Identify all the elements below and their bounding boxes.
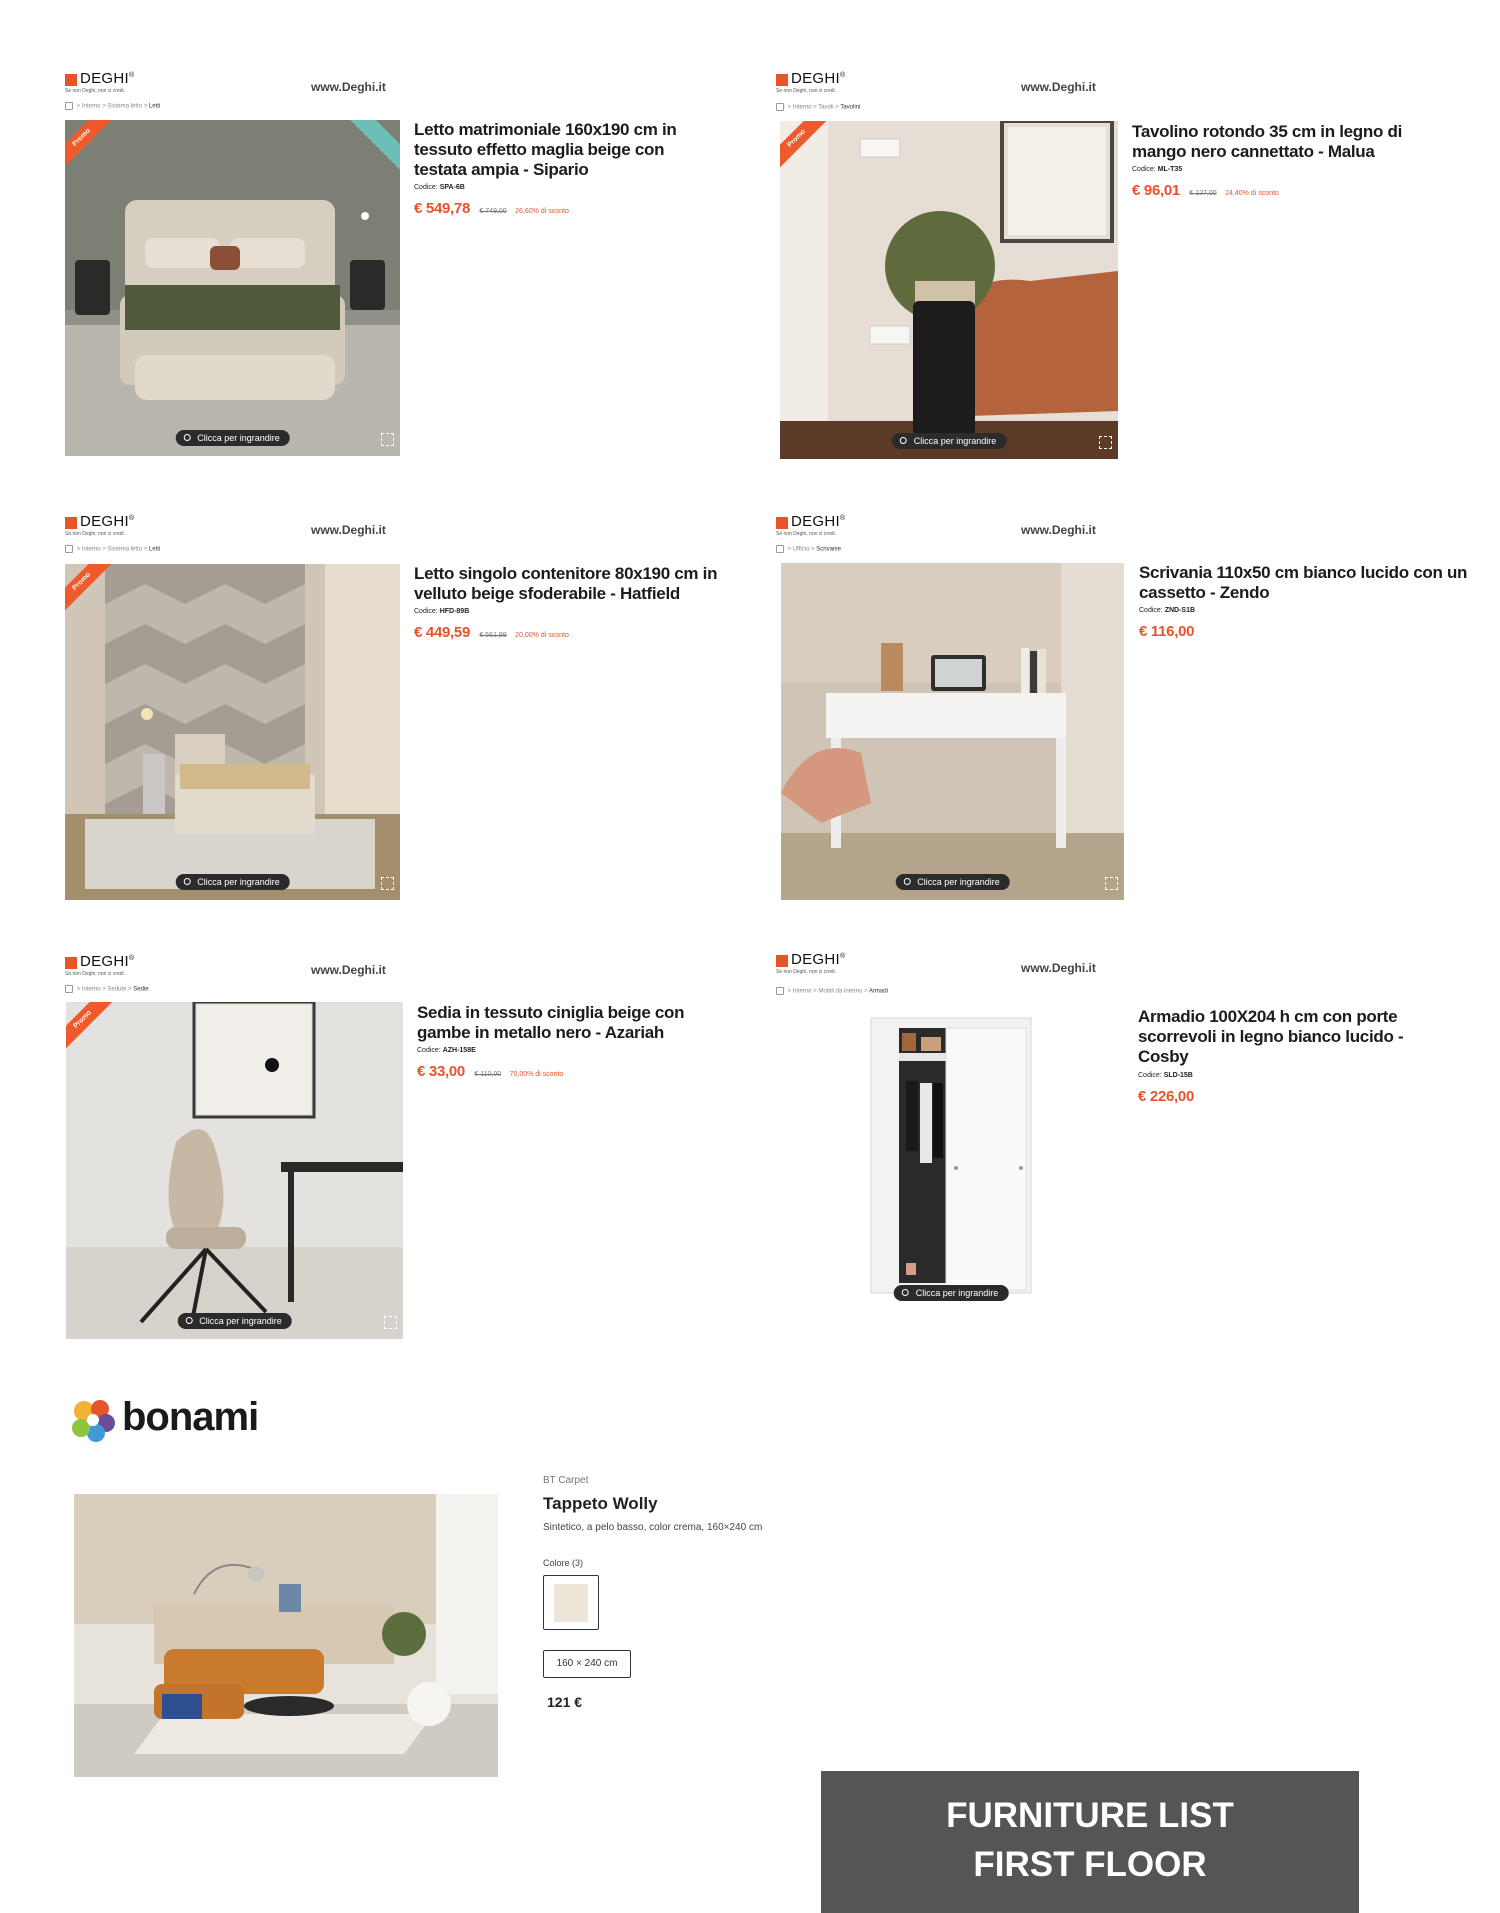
discount: 20,00% di sconto	[515, 632, 569, 639]
banner-line-2: FIRST FLOOR	[973, 1845, 1207, 1884]
product-code: Codice: AZH-158E	[417, 1047, 476, 1054]
zoom-button[interactable]: Clicca per ingrandire	[894, 1285, 1009, 1301]
discount: 70,00% di sconto	[509, 1071, 564, 1078]
breadcrumb: > Interno > Mobili da interno > Armadi	[776, 987, 888, 995]
size-option-button[interactable]: 160 × 240 cm	[543, 1650, 631, 1678]
product-title[interactable]: Armadio 100X204 h cm con porte scorrevoli in legno bianco lucido - Cosby	[1138, 1007, 1404, 1066]
old-price: € 749,00	[479, 208, 507, 215]
product-title[interactable]: Letto singolo contenitore 80x190 cm in velluto beige sfoderabile - Hatfield	[414, 564, 718, 603]
breadcrumb: > Interno > Sedute > Sedie	[65, 985, 149, 993]
product-image[interactable]	[65, 564, 400, 900]
price-row	[1132, 182, 1279, 200]
expand-icon[interactable]	[1105, 877, 1118, 890]
product-image[interactable]	[65, 120, 400, 456]
deghi-logo-mark	[776, 955, 788, 967]
product-title[interactable]: Tavolino rotondo 35 cm in legno di mango nero cannettato - Malua	[1132, 122, 1402, 161]
home-icon[interactable]	[776, 103, 784, 111]
old-price: € 127,00	[1189, 190, 1217, 197]
product-title: Tappeto Wolly	[543, 1494, 658, 1513]
product-card-3: DEGHI® Se non Deghi, non ci credi. www.Deghi.it > Interno > Sistema letto > Letti Promo Clicca per ingrandire Letto singolo contenitore 80x190 cm in velluto beige sfoderabile - Hatfield Codice: HFD-89B € 449,59 € 561,99 20,00% di sconto	[65, 515, 765, 905]
site-url[interactable]: www.Deghi.it	[311, 523, 386, 537]
price-row	[414, 624, 569, 642]
brand-name[interactable]: BT Carpet	[543, 1475, 589, 1486]
home-icon[interactable]	[776, 545, 784, 553]
price: 121 €	[547, 1694, 583, 1710]
product-title[interactable]: Sedia in tessuto ciniglia beige con gambe in metallo nero - Azariah	[417, 1003, 685, 1042]
color-swatch[interactable]	[543, 1575, 599, 1630]
zoom-button[interactable]: Clicca per ingrandire	[895, 874, 1010, 890]
deghi-logo-mark	[65, 957, 77, 969]
deghi-logo-mark	[65, 74, 77, 86]
magnifier-icon	[183, 878, 190, 885]
product-card-2: DEGHI® Se non Deghi, non ci credi. www.Deghi.it > Interno > Tavoli > Tavolini Promo Clicca per ingrandire Tavolino rotondo 35 cm in legno di mango nero cannettato - Malua Codice: ML-T35 € 96,01 € 127,00 24,40% di sconto	[776, 72, 1476, 462]
old-price: € 110,00	[474, 1071, 502, 1078]
expand-icon[interactable]	[381, 877, 394, 890]
product-image[interactable]	[780, 121, 1118, 459]
promo-badge: Promo	[65, 564, 112, 612]
product-code: Codice: HFD-89B	[414, 608, 470, 615]
product-code: Codice: ML-T35	[1132, 166, 1183, 173]
price: € 33,00	[417, 1063, 465, 1080]
furniture-list-banner	[821, 1771, 1359, 1913]
product-card-1: DEGHI® Se non Deghi, non ci credi. www.Deghi.it > Interno > Sistema letto > Letti Promo Clicca per ingrandire Letto matrimoniale 160x190 cm in tessuto effetto maglia beige con testata ampia - Sipario Codice: SPA-6B € 549,78 € 749,00 26,60% di sconto	[65, 72, 725, 462]
price: € 549,78	[414, 200, 470, 217]
price-row	[1139, 623, 1194, 641]
breadcrumb: > Interno > Sistema letto > Letti	[65, 545, 160, 553]
discount: 24,40% di sconto	[1225, 190, 1279, 197]
bonami-logo[interactable]: bonami	[70, 1397, 270, 1443]
expand-icon[interactable]	[384, 1316, 397, 1329]
single-bed-photo	[65, 564, 400, 900]
price: € 226,00	[1138, 1088, 1194, 1105]
site-url[interactable]: www.Deghi.it	[1021, 80, 1096, 94]
magnifier-icon	[903, 878, 910, 885]
price-row	[1138, 1088, 1194, 1106]
bed-photo	[65, 120, 400, 456]
product-image[interactable]	[781, 563, 1124, 900]
magnifier-icon	[183, 434, 190, 441]
product-image[interactable]	[66, 1002, 403, 1339]
home-icon[interactable]	[776, 987, 784, 995]
discount: 26,60% di sconto	[515, 208, 569, 215]
product-code: Codice: SLD-15B	[1138, 1072, 1193, 1079]
product-image[interactable]	[866, 1013, 1036, 1303]
breadcrumb: > Interno > Sistema letto > Letti	[65, 102, 160, 110]
site-url[interactable]: www.Deghi.it	[1021, 961, 1096, 975]
site-url[interactable]: www.Deghi.it	[311, 80, 386, 94]
magnifier-icon	[900, 437, 907, 444]
product-code: Codice: SPA-6B	[414, 184, 465, 191]
bonami-flower-icon	[70, 1397, 116, 1443]
swatch-image	[554, 1584, 588, 1622]
zoom-button[interactable]: Clicca per ingrandire	[175, 874, 290, 890]
zoom-button[interactable]: Clicca per ingrandire	[892, 433, 1007, 449]
price-row	[417, 1063, 563, 1081]
rug-product-image[interactable]	[74, 1494, 498, 1777]
deghi-logo-mark	[776, 517, 788, 529]
expand-icon[interactable]	[1099, 436, 1112, 449]
breadcrumb: > Interno > Tavoli > Tavolini	[776, 103, 860, 111]
product-card-4: DEGHI® Se non Deghi, non ci credi. www.Deghi.it > Ufficio > Scrivanie Clicca per ingrandire Scrivania 110x50 cm bianco lucido con un cassetto - Zendo Codice: ZND-S1B € 116,00	[776, 515, 1476, 905]
price: € 96,01	[1132, 182, 1180, 199]
site-url[interactable]: www.Deghi.it	[311, 963, 386, 977]
living-room-photo	[74, 1494, 498, 1777]
chair-photo	[66, 1002, 403, 1339]
price-row	[414, 200, 569, 218]
color-label: Colore (3)	[543, 1558, 584, 1568]
zoom-button[interactable]: Clicca per ingrandire	[175, 430, 290, 446]
product-card-5: DEGHI® Se non Deghi, non ci credi. www.Deghi.it > Interno > Sedute > Sedie Promo Clicca per ingrandire Sedia in tessuto ciniglia beige con gambe in metallo nero - Azariah Codice: AZH-158E € 33,00 € 110,00 70,00% di sconto	[65, 955, 765, 1345]
deghi-logo-mark	[776, 74, 788, 86]
promo-badge: Promo	[65, 120, 112, 168]
zoom-button[interactable]: Clicca per ingrandire	[177, 1313, 292, 1329]
price: € 116,00	[1139, 623, 1195, 640]
breadcrumb: > Ufficio > Scrivanie	[776, 545, 841, 553]
magnifier-icon	[902, 1289, 909, 1296]
price: € 449,59	[414, 624, 470, 641]
side-table-photo	[780, 121, 1118, 459]
product-description: Sintetico, a pelo basso, color crema, 160×240 cm	[543, 1522, 763, 1533]
product-title[interactable]: Scrivania 110x50 cm bianco lucido con un cassetto - Zendo	[1139, 563, 1468, 602]
banner-line-1: FURNITURE LIST	[946, 1796, 1234, 1835]
expand-icon[interactable]	[381, 433, 394, 446]
magnifier-icon	[185, 1317, 192, 1324]
product-title[interactable]: Letto matrimoniale 160x190 cm in tessuto effetto maglia beige con testata ampia - Sipario	[414, 120, 677, 179]
home-icon[interactable]	[65, 985, 73, 993]
site-url[interactable]: www.Deghi.it	[1021, 523, 1096, 537]
promo-badge: Promo	[780, 121, 827, 169]
desk-photo	[781, 563, 1124, 900]
home-icon[interactable]	[65, 545, 73, 553]
product-card-6: DEGHI® Se non Deghi, non ci credi. www.Deghi.it > Interno > Mobili da interno > Armadi Clicca per ingrandire Armadio 100X204 h cm con porte scorrevoli in legno bianco lucido - Cosby Codice: SLD-15B € 226,00	[776, 953, 1476, 1353]
old-price: € 561,99	[479, 632, 507, 639]
promo-badge: Promo	[66, 1002, 113, 1050]
wardrobe-photo	[866, 1013, 1036, 1303]
deghi-logo-mark	[65, 517, 77, 529]
home-icon[interactable]	[65, 102, 73, 110]
product-code: Codice: ZND-S1B	[1139, 607, 1196, 614]
